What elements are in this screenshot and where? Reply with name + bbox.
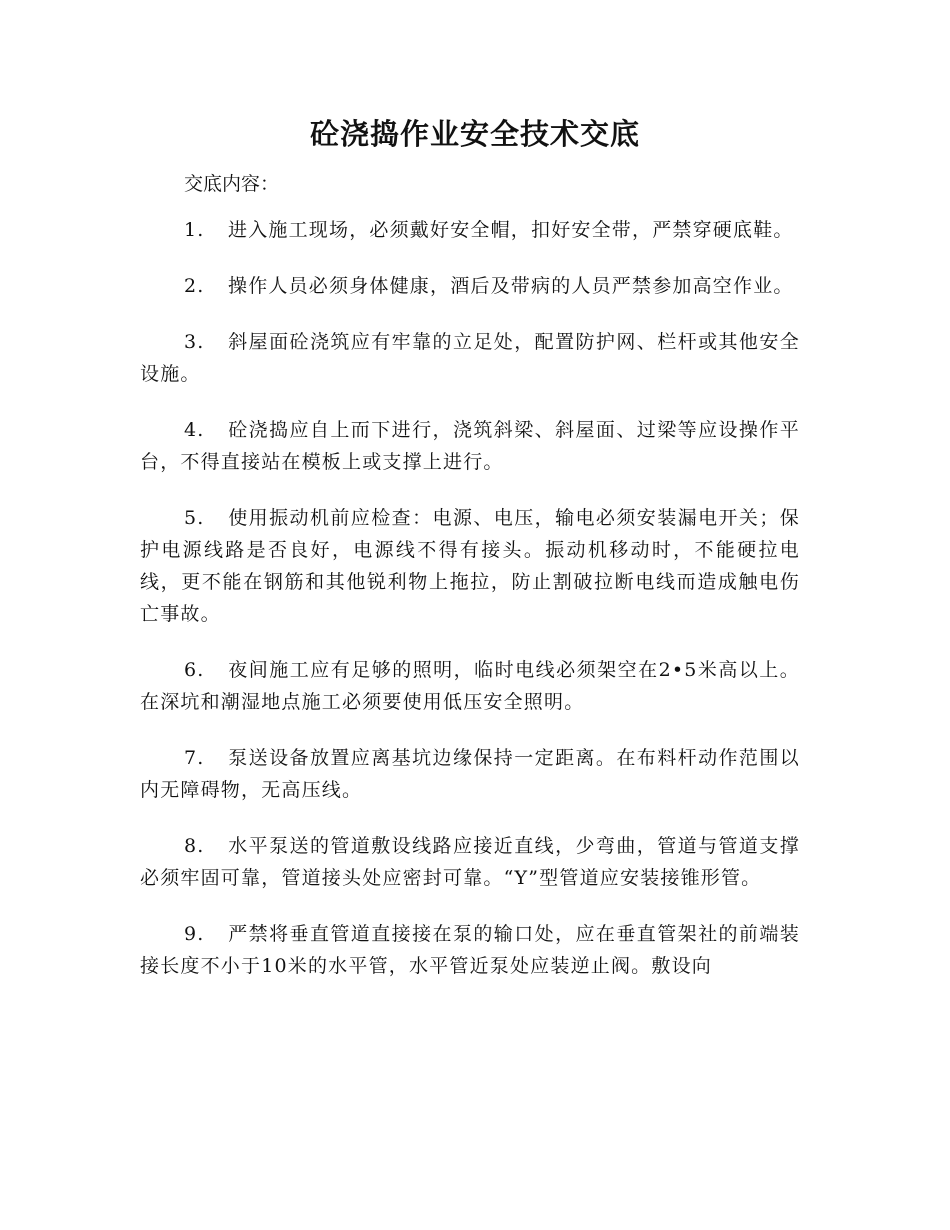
list-item (140, 502, 800, 630)
item-number: 4. (184, 419, 205, 441)
item-text: 夜间施工应有足够的照明，临时电线必须架空在2•5米高以上。在深坑和潮湿地点施工必须要使用低压安全照明。 (140, 659, 800, 713)
item-number: 5. (184, 507, 205, 529)
item-number: 6. (184, 659, 205, 681)
list-item (140, 654, 800, 718)
list-item (140, 742, 800, 806)
document-body (140, 168, 800, 1006)
item-text: 进入施工现场，必须戴好安全帽，扣好安全带，严禁穿硬底鞋。 (228, 219, 794, 241)
item-text: 泵送设备放置应离基坑边缘保持一定距离。在布料杆动作范围以内无障碍物，无高压线。 (140, 747, 800, 801)
item-text: 操作人员必须身体健康，酒后及带病的人员严禁参加高空作业。 (228, 275, 794, 297)
item-number: 7. (184, 747, 205, 769)
item-text: 水平泵送的管道敷设线路应接近直线，少弯曲，管道与管道支撑必须牢固可靠，管道接头处应密封可靠。“Y”型管道应安装接锥形管。 (140, 835, 800, 889)
item-number: 3. (184, 331, 205, 353)
list-item (140, 414, 800, 478)
list-item (140, 214, 800, 246)
intro-label: 交底内容： (184, 173, 280, 195)
item-number: 8. (184, 835, 205, 857)
list-item (140, 830, 800, 894)
item-text: 严禁将垂直管道直接接在泵的输口处，应在垂直管架社的前端装接长度不小于10米的水平管，水平管近泵处应装逆止阀。敷设向 (140, 923, 800, 977)
item-text: 斜屋面砼浇筑应有牢靠的立足处，配置防护网、栏杆或其他安全设施。 (140, 331, 800, 385)
item-text: 砼浇捣应自上而下进行，浇筑斜梁、斜屋面、过梁等应设操作平台，不得直接站在模板上或支撑上进行。 (140, 419, 800, 473)
list-item (140, 918, 800, 982)
document-title: 砼浇捣作业安全技术交底 (309, 117, 640, 151)
item-number: 2. (184, 275, 205, 297)
list-item (140, 326, 800, 390)
item-number: 1. (184, 219, 205, 241)
item-number: 9. (184, 923, 205, 945)
item-text: 使用振动机前应检查：电源、电压，输电必须安装漏电开关；保护电源线路是否良好，电源线不得有接头。振动机移动时，不能硬拉电线，更不能在钢筋和其他锐利物上拖拉，防止割破拉断电线而造成触电伤亡事故。 (140, 507, 800, 625)
list-item (140, 270, 800, 302)
